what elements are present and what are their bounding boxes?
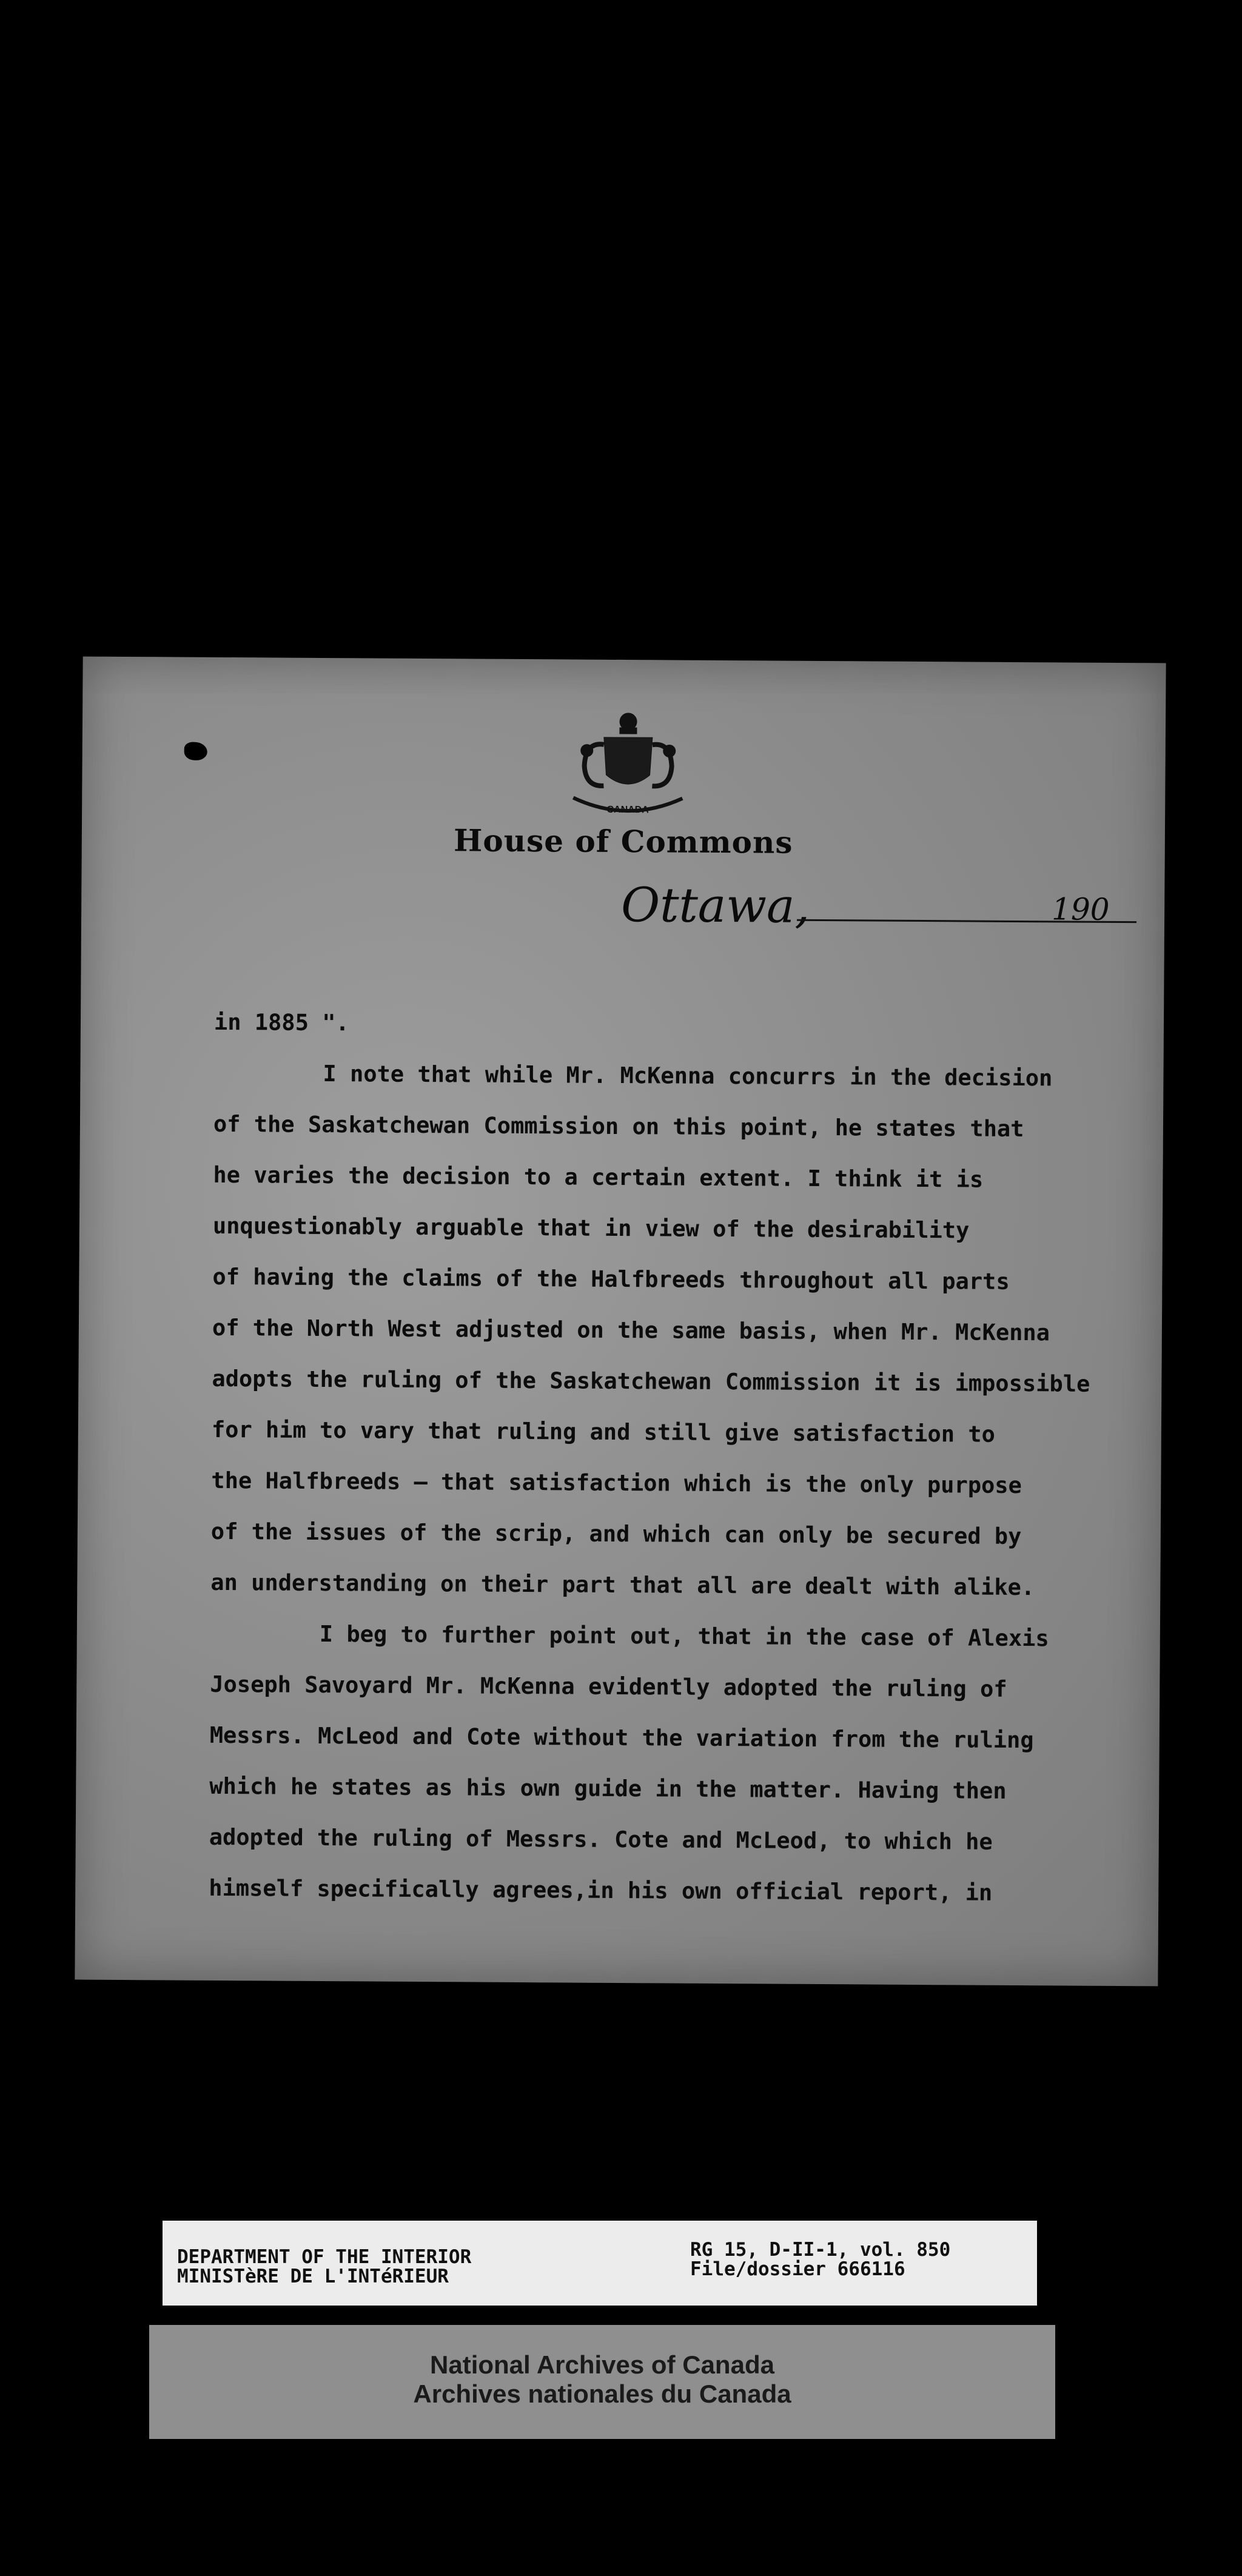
archive-reference-label bbox=[163, 2221, 1037, 2306]
letter-body bbox=[209, 997, 1160, 1920]
dateline bbox=[615, 878, 1149, 936]
ink-blot bbox=[184, 742, 207, 760]
letter-line: adopted the ruling of Messrs. Cote and McLeod, to which he bbox=[209, 1823, 993, 1855]
letterhead-title: House of Commons bbox=[453, 822, 793, 860]
letter-line: adopts the ruling of the Saskatchewan Commission it is impossible bbox=[212, 1365, 1090, 1397]
letter-line: of the Saskatchewan Commission on this point, he states that bbox=[213, 1110, 1024, 1142]
letter-line: Messrs. McLeod and Cote without the variation from the ruling bbox=[209, 1722, 1034, 1754]
letter-line: for him to vary that ruling and still give satisfaction to bbox=[211, 1416, 996, 1447]
dateline-year: 190 bbox=[1051, 891, 1110, 927]
letter-line: of the issues of the scrip, and which can only be secured by bbox=[210, 1518, 1022, 1550]
letter-line: of having the claims of the Halfbreeds throughout all parts bbox=[212, 1263, 1010, 1295]
letter-line: the Halfbreeds — that satisfaction which is the only purpose bbox=[211, 1467, 1022, 1499]
record-group: RG 15, D-II-1, vol. 850 bbox=[690, 2239, 951, 2261]
archives-name-en: National Archives of Canada bbox=[430, 2350, 774, 2379]
letter-line: an understanding on their part that all are dealt with alike. bbox=[210, 1569, 1035, 1601]
letter-line: himself specifically agrees,in his own official report, in bbox=[209, 1874, 993, 1906]
letter-line: unquestionably arguable that in view of the desirability bbox=[212, 1212, 970, 1244]
file-number: File/dossier 666116 bbox=[690, 2258, 905, 2280]
letter-line: which he states as his own guide in the matter. Having then bbox=[209, 1773, 1007, 1804]
archives-name-fr: Archives nationales du Canada bbox=[413, 2380, 791, 2408]
letter-page bbox=[75, 657, 1166, 1987]
letter-line: Joseph Savoyard Mr. McKenna evidently adopted the ruling of bbox=[210, 1671, 1007, 1702]
department-block bbox=[177, 2247, 471, 2286]
coat-of-arms-icon bbox=[561, 708, 695, 823]
letter-line: I beg to further point out, that in the case of Alexis bbox=[319, 1620, 1049, 1652]
dateline-city: Ottawa, bbox=[620, 877, 810, 934]
letter-line: in 1885 ". bbox=[213, 1008, 349, 1036]
letter-line: I note that while Mr. McKenna concurrs in the decision bbox=[323, 1060, 1053, 1092]
department-fr: MINISTèRE DE L'INTéRIEUR bbox=[177, 2266, 449, 2287]
crest-motto: CANADA bbox=[606, 804, 649, 816]
letter-line: of the North West adjusted on the same basis, when Mr. McKenna bbox=[212, 1314, 1050, 1346]
department-en: DEPARTMENT OF THE INTERIOR bbox=[177, 2246, 472, 2268]
letter-line: he varies the decision to a certain extent. I think it is bbox=[213, 1161, 984, 1193]
reference-block bbox=[690, 2240, 950, 2279]
archives-banner bbox=[149, 2325, 1055, 2439]
